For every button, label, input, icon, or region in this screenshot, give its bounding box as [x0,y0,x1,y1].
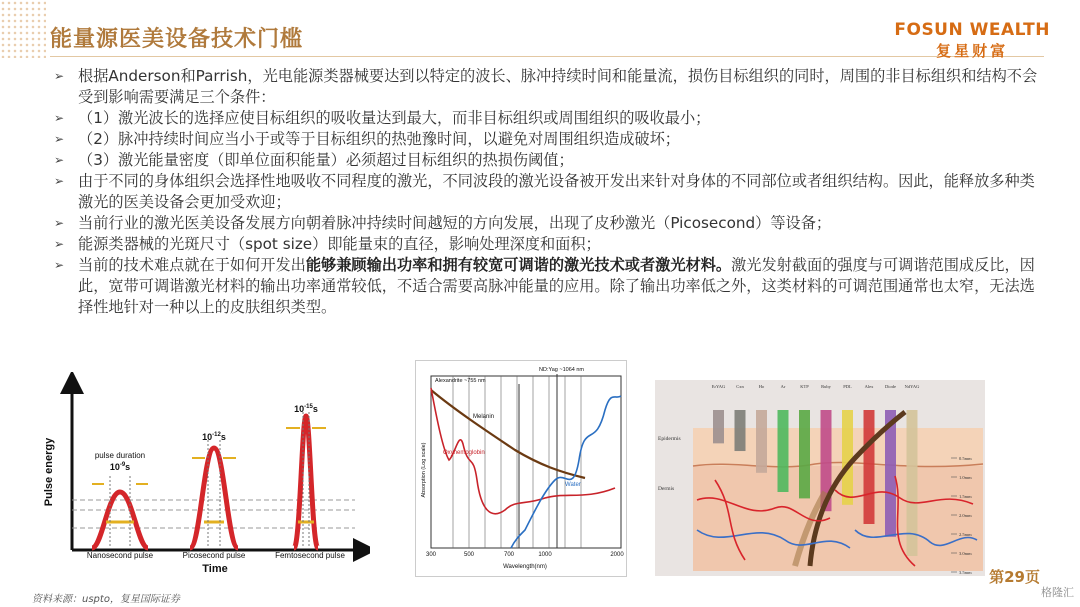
laser-label: KTP [800,384,809,389]
picosecond-exponent-label: $10^{-12}s$ [202,432,226,442]
arrow-bullet-icon: ➢ [54,174,65,188]
arrow-bullet-icon: ➢ [54,258,65,272]
laser-bar-ktp [799,410,810,498]
depth-label: 3.0mm [959,551,972,556]
bullet-text-bold: 能够兼顾输出功率和拥有较宽可调谐的激光技术或者激光材料。 [305,256,732,274]
arrow-bullet-icon: ➢ [54,237,65,251]
logo-chinese: 复星财富 [936,42,1009,60]
femtosecond-exponent-label: $10^{-15}s$ [294,404,318,414]
source-note: 资料来源：uspto，复星国际证券 [32,594,180,605]
bullet-item [52,255,1048,318]
alexandrite-label: Alexandrite ~755 nm [435,378,486,384]
x-axis-label: Wavelength(nm) [503,564,547,570]
laser-label: Alex [864,384,874,389]
laser-bar-pdl [842,410,853,505]
bullet-item [52,108,1048,129]
arrow-bullet-icon: ➢ [54,216,65,230]
nanosecond-exponent-label: $10^{-9}s$ [109,462,131,472]
bullet-text-post: 激光发射截面的强度与可调谐范围成反比，因此，宽带可调谐激光材料的输出功率通常较低，不适合需要高脉冲能量的应用。除了输出功率低之外，这类材料的可调范围通常也太窄，无法选择性地针对一种以上的皮肤组织类型。 [78,256,1035,316]
laser-label: PDL [843,384,852,389]
bullet-item [52,171,1048,213]
laser-label: Diode [885,384,896,389]
arrow-bullet-icon: ➢ [54,111,65,125]
laser-bar-ho [756,410,767,473]
bullet-text: （2）脉冲持续时间应当小于或等于目标组织的热弛豫时间，以避免对周围组织造成破坏； [78,130,680,148]
page-number: 第29页 [989,568,1040,586]
laser-bar-alex [864,410,875,524]
depth-label: 3.5mm [959,570,972,575]
femtosecond-pulse-name: Femtosecond pulse [275,551,345,560]
bullet-item [52,234,1048,255]
layer-label-dermis: Dermis [658,486,675,492]
bullet-text-pre: 当前的技术难点就在于如何开发出 [78,256,306,274]
laser-label: Ho [758,384,765,389]
arrow-bullet-icon: ➢ [54,132,65,146]
depth-label: 1.0mm [959,475,972,480]
laser-bar-eryag [713,410,724,443]
brand-logo [894,20,1050,61]
pulse-duration-figure [30,372,370,577]
laser-label: Ruby [821,384,831,389]
bullet-item [52,150,1048,171]
bullet-item [52,129,1048,150]
x-axis-label: Time [202,563,228,575]
absorption-spectrum-figure [415,360,627,577]
bullet-list [52,66,1048,318]
water-label: Water [565,482,581,488]
depth-label: 0.5mm [959,456,972,461]
pulse-duration-label: pulse duration [94,451,146,460]
melanin-label: Melanin [473,414,495,420]
arrow-bullet-icon: ➢ [54,69,65,83]
bullet-text: （1）激光波长的选择应使目标组织的吸收量达到最大，而非目标组织或周围组织的吸收最小； [78,109,711,127]
x-tick: 500 [463,552,475,558]
laser-label: NdYAG [904,384,920,389]
picosecond-pulse-curve [190,448,238,548]
laser-bar-ar [778,410,789,492]
laser-label: ErYAG [711,384,726,389]
laser-label: Ar [780,384,786,389]
picosecond-pulse-name: Picosecond pulse [182,551,246,560]
x-tick: 700 [503,552,515,558]
nanosecond-pulse-name: Nanosecond pulse [86,551,154,560]
laser-bar-cxn [735,410,746,451]
depth-label: 2.5mm [959,532,972,537]
bullet-text: 能源类器械的光斑尺寸（spot size）即能量束的直径，影响处理深度和面积； [78,235,601,253]
skin-penetration-figure [655,380,985,576]
bullet-text: 由于不同的身体组织会选择性地吸收不同程度的激光，不同波段的激光设备被开发出来针对身体的不同部位或者组织结构。因此，能释放多种类激光的医美设备会更加受欢迎； [78,172,1035,211]
oxyhemoglobin-label: Oxyhemoglobin [443,450,485,456]
layer-label-epidermis: Epidermis [658,436,681,442]
ndyag-label: ND:Yag ~1064 nm [539,367,584,373]
depth-label: 1.5mm [959,494,972,499]
bullet-text: 当前行业的激光医美设备发展方向朝着脉冲持续时间越短的方向发展，出现了皮秒激光（Picosecond）等设备； [78,214,832,232]
watermark: 格隆汇 [1041,586,1074,599]
logo-english: FOSUN WEALTH [894,20,1050,40]
page-title: 能量源医美设备技术门槛 [50,27,304,52]
bullet-item [52,66,1048,108]
laser-label: Cxn [736,384,744,389]
x-tick: 1000 [538,552,552,558]
y-axis-label: Pulse energy [43,437,55,507]
x-tick: 300 [425,552,437,558]
bullet-text: 根据Anderson和Parrish，光电能源类器械要达到以特定的波长、脉冲持续时间和能量流，损伤目标组织的同时，周围的非目标组织和结构不会受到影响需要满足三个条件： [78,67,1038,106]
bullet-text: （3）激光能量密度（即单位面积能量）必须超过目标组织的热损伤阈值； [78,151,574,169]
bullet-item [52,213,1048,234]
x-tick: 2000 [610,552,624,558]
depth-label: 2.0mm [959,513,972,518]
y-axis-label: Absorption (Log scale) [421,442,427,498]
decorative-dot-pattern [0,0,46,58]
arrow-bullet-icon: ➢ [54,153,65,167]
